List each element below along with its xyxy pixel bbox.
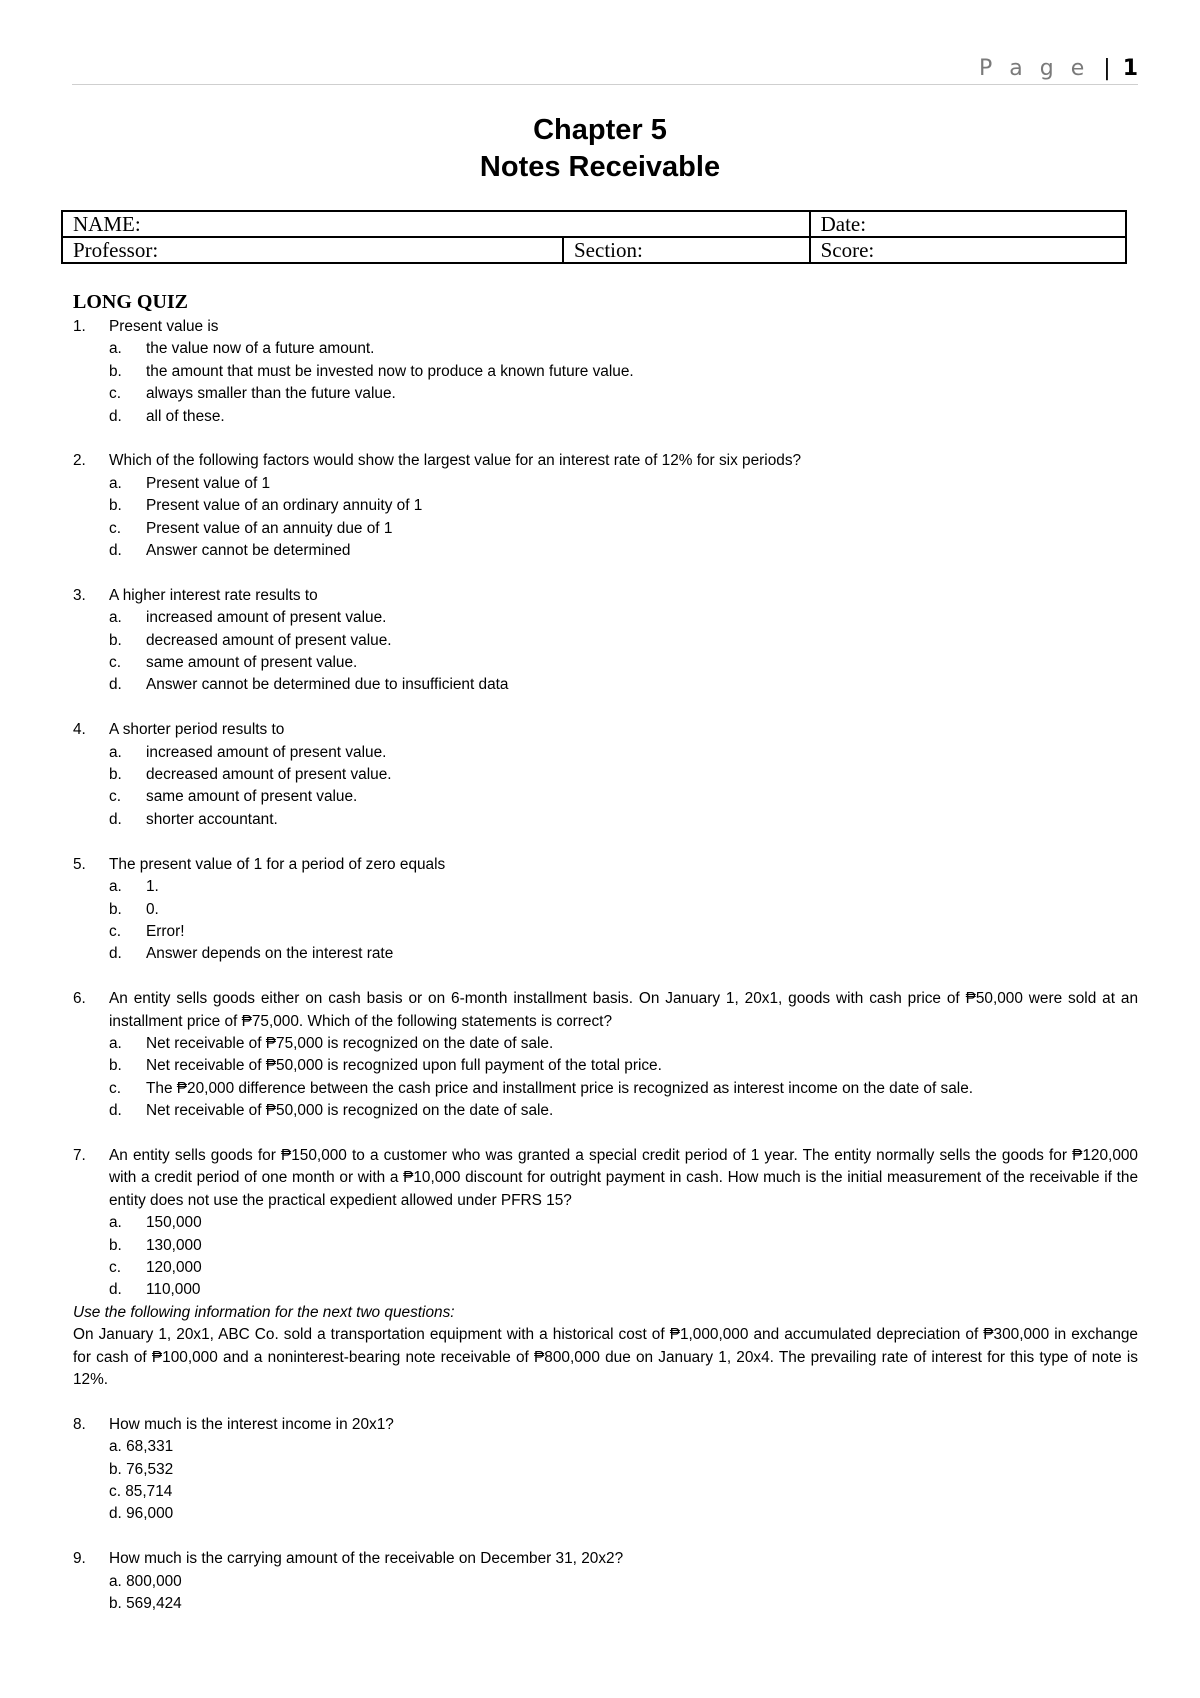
answer-options: [73, 742, 1138, 832]
date-field[interactable]: Date:: [810, 211, 1126, 237]
question: [73, 854, 1138, 966]
option-text: 120,000: [146, 1258, 202, 1276]
option-letter: c.: [109, 1258, 121, 1276]
option-text: Present value of 1: [146, 474, 271, 492]
option-text: Error!: [146, 922, 185, 940]
option-text: 150,000: [146, 1214, 202, 1232]
question-number: 8.: [73, 1415, 86, 1433]
question-line: [73, 1145, 1138, 1212]
answer-option[interactable]: [109, 338, 1138, 360]
answer-option[interactable]: [109, 652, 1138, 674]
question: [73, 585, 1138, 697]
question-line: [73, 316, 1138, 338]
option-text: Net receivable of ₱50,000 is recognized upon full payment of the total price.: [146, 1057, 662, 1075]
answer-option[interactable]: [109, 1033, 1138, 1055]
question-line: [73, 585, 1138, 607]
answer-options: [73, 338, 1138, 428]
info-note: [73, 1302, 1138, 1392]
document-title: [0, 112, 1200, 186]
option-text: Present value of an annuity due of 1: [146, 519, 393, 537]
option-letter: a.: [109, 609, 122, 627]
page-number-header: [979, 56, 1138, 81]
page-word: P a g e: [979, 56, 1090, 81]
answer-option[interactable]: [109, 674, 1138, 696]
answer-options: [73, 1571, 1138, 1616]
question-text: How much is the interest income in 20x1?: [109, 1415, 394, 1433]
page-number: 1: [1122, 56, 1138, 81]
option-text: 1.: [146, 878, 159, 896]
header-divider: [72, 84, 1138, 85]
option-letter: c.: [109, 1079, 121, 1097]
answer-options: [73, 1436, 1138, 1526]
option-text: 130,000: [146, 1236, 202, 1254]
answer-options: [73, 473, 1138, 563]
question-text: The present value of 1 for a period of zero equals: [109, 855, 446, 873]
page-separator: |: [1103, 56, 1111, 81]
answer-option[interactable]: [109, 383, 1138, 405]
question-list-after-note: [73, 1414, 1138, 1616]
question-number: 4.: [73, 721, 86, 739]
answer-options: [73, 1212, 1138, 1302]
question-number: 2.: [73, 452, 86, 470]
question-line: [73, 719, 1138, 741]
option-text: The ₱20,000 difference between the cash price and installment price is recognized as interest income on the date of sale.: [146, 1079, 974, 1097]
answer-option[interactable]: [109, 809, 1138, 831]
option-letter: c.: [109, 922, 121, 940]
option-letter: a.: [109, 474, 122, 492]
answer-option[interactable]: a. 68,331: [109, 1438, 174, 1456]
chapter-subtitle: Notes Receivable: [479, 151, 721, 183]
question-text: A shorter period results to: [109, 721, 285, 739]
question: [73, 1145, 1138, 1302]
option-letter: c.: [109, 385, 121, 403]
question-text: Present value is: [109, 318, 219, 335]
option-text: same amount of present value.: [146, 788, 358, 806]
answer-option[interactable]: [109, 921, 1138, 943]
answer-option[interactable]: [109, 406, 1138, 428]
option-text: Present value of an ordinary annuity of 1: [146, 497, 423, 515]
option-letter: d.: [109, 945, 122, 963]
option-text: Answer cannot be determined: [146, 542, 351, 560]
question-line: [73, 1414, 1138, 1436]
answer-option[interactable]: [109, 764, 1138, 786]
question-text: A higher interest rate results to: [109, 586, 318, 604]
answer-option[interactable]: [109, 361, 1138, 383]
question: [73, 1414, 1138, 1526]
option-text: 0.: [146, 900, 159, 918]
option-letter: b.: [109, 497, 122, 515]
answer-option[interactable]: d. 96,000: [109, 1505, 174, 1523]
question-list: [73, 316, 1138, 1302]
info-note-body: On January 1, 20x1, ABC Co. sold a transportation equipment with a historical cost of ₱1,000,000 and accumulated depreciation of ₱300,000 in exchange for cash of ₱100,000 and a noninterest-bearing note receivable of ₱800,000 due on January 1, 20x4. The prevailing rate of interest for this type of note is 12%.: [73, 1326, 1138, 1388]
question: [73, 719, 1138, 831]
answer-option[interactable]: [109, 1100, 1138, 1122]
question-line: [73, 854, 1138, 876]
option-letter: b.: [109, 900, 122, 918]
answer-options: [73, 876, 1138, 966]
question-number: 3.: [73, 586, 86, 604]
option-text: increased amount of present value.: [146, 609, 387, 627]
option-letter: a.: [109, 1214, 122, 1232]
question-text: How much is the carrying amount of the receivable on December 31, 20x2?: [109, 1550, 624, 1568]
option-letter: d.: [109, 1281, 122, 1299]
option-letter: b.: [109, 766, 122, 784]
quiz-heading: LONG QUIZ: [73, 291, 189, 313]
option-text: shorter accountant.: [146, 810, 278, 828]
option-text: same amount of present value.: [146, 654, 358, 672]
option-letter: a.: [109, 1034, 122, 1052]
question-number: 7.: [73, 1146, 86, 1164]
option-letter: c.: [109, 519, 121, 537]
answer-option[interactable]: c. 85,714: [109, 1483, 173, 1501]
question-text: Which of the following factors would show the largest value for an interest rate of 12% for six periods?: [109, 452, 802, 470]
option-letter: d.: [109, 676, 122, 694]
option-text: Net receivable of ₱75,000 is recognized on the date of sale.: [146, 1034, 554, 1052]
question-number: 9.: [73, 1550, 86, 1568]
option-text: Answer depends on the interest rate: [146, 945, 394, 963]
answer-options: [73, 607, 1138, 697]
question: [73, 1548, 1138, 1615]
info-note-heading: Use the following information for the next two questions:: [73, 1303, 455, 1321]
question: [73, 450, 1138, 562]
score-field[interactable]: Score:: [810, 237, 1126, 263]
answer-options: [73, 1033, 1138, 1123]
answer-option[interactable]: [109, 786, 1138, 808]
option-letter: d.: [109, 407, 122, 425]
student-info-table: [61, 210, 1127, 264]
answer-option[interactable]: [109, 1078, 1138, 1100]
option-text: Answer cannot be determined due to insufficient data: [146, 676, 509, 694]
quiz-content: [73, 290, 1138, 1615]
answer-option[interactable]: [109, 1279, 1138, 1301]
info-row-2: [62, 237, 1126, 263]
answer-option[interactable]: [109, 876, 1138, 898]
question-line: [73, 1548, 1138, 1570]
option-text: the value now of a future amount.: [146, 340, 375, 358]
answer-option[interactable]: [109, 540, 1138, 562]
question: [73, 316, 1138, 428]
option-letter: c.: [109, 788, 121, 806]
option-text: decreased amount of present value.: [146, 766, 392, 784]
answer-option[interactable]: [109, 943, 1138, 965]
answer-option[interactable]: [109, 1257, 1138, 1279]
chapter-title: Chapter 5: [533, 114, 667, 146]
option-text: 110,000: [146, 1281, 201, 1299]
answer-option[interactable]: [109, 1055, 1138, 1077]
option-text: decreased amount of present value.: [146, 631, 392, 649]
option-letter: a.: [109, 878, 122, 896]
option-letter: a.: [109, 743, 122, 761]
name-field[interactable]: NAME:: [62, 211, 810, 237]
answer-option[interactable]: [109, 630, 1138, 652]
answer-option[interactable]: [109, 518, 1138, 540]
option-letter: c.: [109, 654, 121, 672]
option-letter: b.: [109, 362, 122, 380]
answer-option[interactable]: [109, 1235, 1138, 1257]
question-number: 1.: [73, 318, 86, 335]
option-text: the amount that must be invested now to produce a known future value.: [146, 362, 634, 380]
section-field[interactable]: Section:: [563, 237, 810, 263]
answer-option[interactable]: b. 569,424: [109, 1595, 182, 1613]
question-line: [73, 450, 1138, 472]
option-text: always smaller than the future value.: [146, 385, 396, 403]
option-text: Net receivable of ₱50,000 is recognized on the date of sale.: [146, 1102, 554, 1120]
answer-option[interactable]: b. 76,532: [109, 1460, 174, 1478]
option-text: all of these.: [146, 407, 225, 425]
question-line: [73, 988, 1138, 1033]
option-letter: d.: [109, 810, 122, 828]
answer-option[interactable]: [109, 899, 1138, 921]
question-text: An entity sells goods for ₱150,000 to a customer who was granted a special credit period of 1 year. The entity normally sells the goods for ₱120,000 with a credit period of one month or with a ₱10,000 discount for outright payment in cash. How much is the initial measurement of the receivable if the entity does not use the practical expedient allowed under PFRS 15?: [109, 1146, 1138, 1209]
option-letter: b.: [109, 1057, 122, 1075]
option-letter: d.: [109, 1102, 122, 1120]
answer-option[interactable]: [109, 1212, 1138, 1234]
question-number: 5.: [73, 855, 86, 873]
answer-option[interactable]: [109, 495, 1138, 517]
question: [73, 988, 1138, 1122]
option-letter: b.: [109, 1236, 122, 1254]
answer-option[interactable]: a. 800,000: [109, 1572, 182, 1590]
option-letter: d.: [109, 542, 122, 560]
professor-field[interactable]: Professor:: [62, 237, 563, 263]
question-number: 6.: [73, 990, 86, 1008]
answer-option[interactable]: [109, 742, 1138, 764]
answer-option[interactable]: [109, 607, 1138, 629]
option-letter: a.: [109, 340, 122, 358]
info-row-1: [62, 211, 1126, 237]
option-letter: b.: [109, 631, 122, 649]
option-text: increased amount of present value.: [146, 743, 387, 761]
question-text: An entity sells goods either on cash basis or on 6-month installment basis. On January 1, 20x1, goods with cash price of ₱50,000 were sold at an installment price of ₱75,000. Which of the following statements is correct?: [109, 990, 1138, 1030]
answer-option[interactable]: [109, 473, 1138, 495]
